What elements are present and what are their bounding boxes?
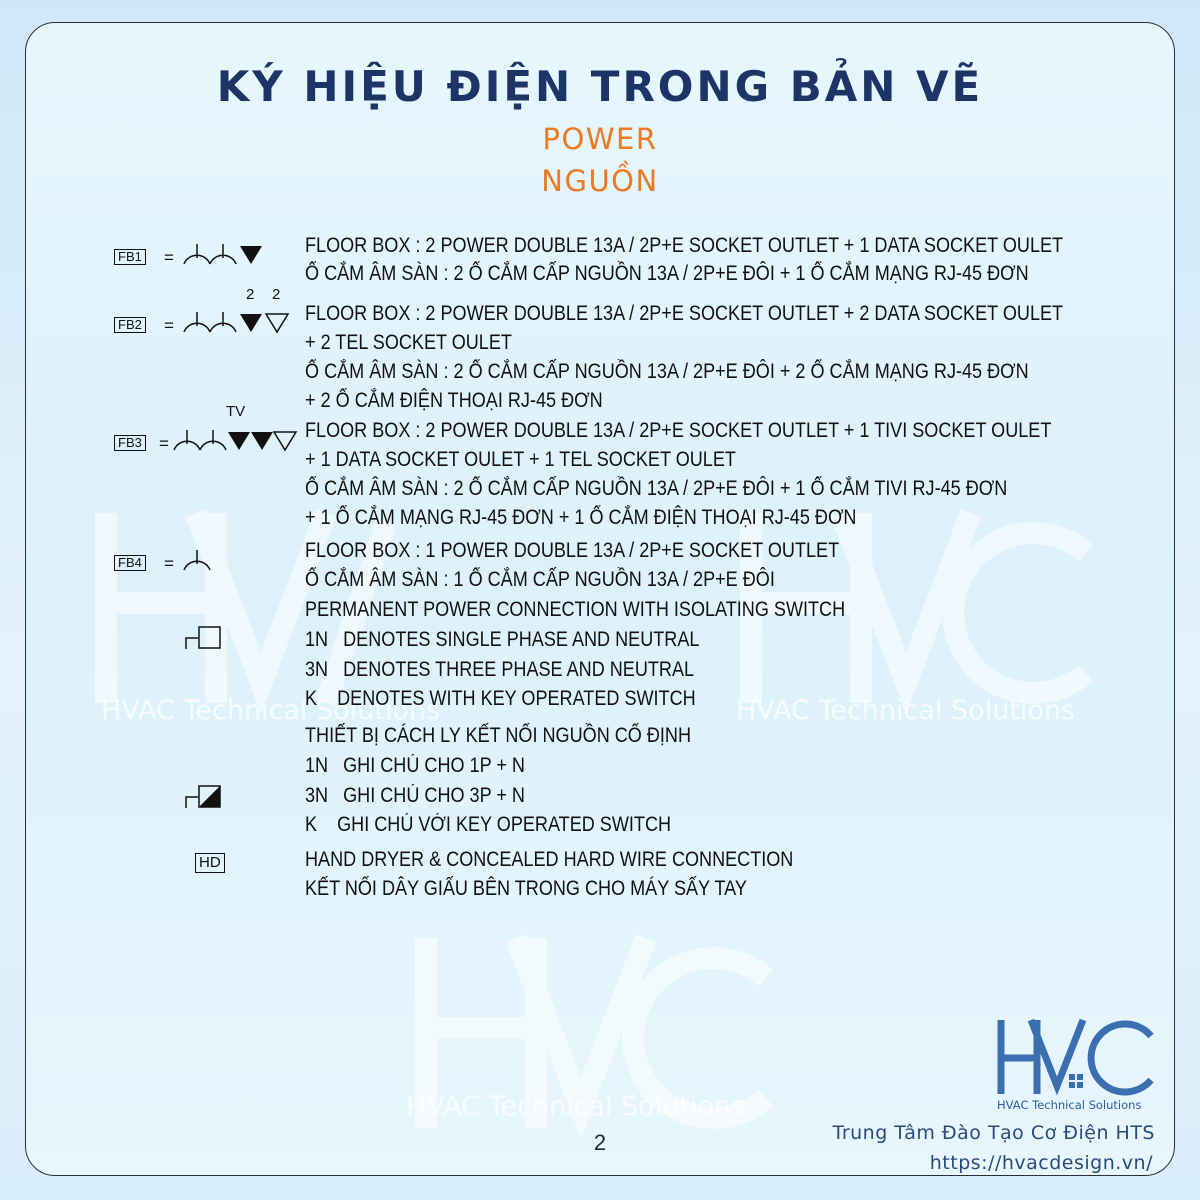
isolating-switch-vi-line-2: 1N GHI CHÚ CHO 1P + N: [305, 754, 525, 777]
fb1-line-1: FLOOR BOX : 2 POWER DOUBLE 13A / 2P+E SOCKET OUTLET + 1 DATA SOCKET OULET: [305, 234, 1064, 257]
isolating-switch-line-1: PERMANENT POWER CONNECTION WITH ISOLATING SWITCH: [305, 598, 846, 621]
brand-logo: [995, 1014, 1155, 1098]
fb2-line-3: Ổ CẮM ÂM SÀN : 2 Ổ CẮM CẤP NGUỒN 13A / 2P+E ĐÔI + 2 Ổ CẮM MẠNG RJ-45 ĐƠN: [305, 360, 1029, 383]
fb4-line-1: FLOOR BOX : 1 POWER DOUBLE 13A / 2P+E SOCKET OUTLET: [305, 539, 840, 562]
subtitle-vietnamese: NGUỒN: [541, 164, 659, 198]
isolating-switch-vi-line-1: THIẾT BỊ CÁCH LY KẾT NỐI NGUỒN CỐ ĐỊNH: [305, 724, 692, 747]
fb3-symbol-icon: [172, 420, 300, 456]
isolating-switch-vi-line-3: 3N GHI CHÚ CHO 3P + N: [305, 784, 525, 807]
fb2-line-2: + 2 TEL SOCKET OULET: [305, 331, 512, 354]
fb2-symbol-icon: [182, 302, 292, 338]
isolating-switch-filled-icon: [184, 784, 224, 810]
isolating-switch-line-2: 1N DENOTES SINGLE PHASE AND NEUTRAL: [305, 628, 700, 651]
fb1-line-2: Ổ CẮM ÂM SÀN : 2 Ổ CẮM CẤP NGUỒN 13A / 2P+E ĐÔI + 1 Ổ CẮM MẠNG RJ-45 ĐƠN: [305, 262, 1029, 285]
watermark-text-left: HVAC Technical Solutions: [101, 695, 441, 726]
watermark-text-bottom: HVAC Technical Solutions: [406, 1091, 746, 1122]
isolating-switch-line-3: 3N DENOTES THREE PHASE AND NEUTRAL: [305, 658, 695, 681]
fb2-tag: FB2: [114, 317, 146, 333]
brand-logo-text: HVAC: [1001, 1044, 1004, 1045]
fb4-symbol-icon: [182, 540, 216, 576]
fb4-line-2: Ổ CẮM ÂM SÀN : 1 Ổ CẮM CẤP NGUỒN 13A / 2P+E ĐÔI: [305, 568, 775, 591]
fb2-equals: =: [164, 316, 174, 335]
fb1-tag: FB1: [114, 249, 146, 265]
fb2-line-4: + 2 Ổ CẮM ĐIỆN THOẠI RJ-45 ĐƠN: [305, 389, 603, 412]
watermark-text-right: HVAC Technical Solutions: [736, 695, 1076, 726]
hand-dryer-line-1: HAND DRYER & CONCEALED HARD WIRE CONNECTION: [305, 848, 794, 871]
fb3-line-3: Ổ CẮM ÂM SÀN : 2 Ổ CẮM CẤP NGUỒN 13A / 2P+E ĐÔI + 1 Ổ CẮM TIVI RJ-45 ĐƠN: [305, 477, 1008, 500]
fb3-superscript-tv: TV: [226, 403, 246, 420]
brand-name: HVAC Technical Solutions: [997, 1098, 1142, 1112]
isolating-switch-line-4: K DENOTES WITH KEY OPERATED SWITCH: [305, 687, 696, 710]
fb3-equals: =: [159, 434, 169, 453]
fb3-line-2: + 1 DATA SOCKET OULET + 1 TEL SOCKET OULET: [305, 448, 736, 471]
fb2-line-1: FLOOR BOX : 2 POWER DOUBLE 13A / 2P+E SOCKET OUTLET + 2 DATA SOCKET OULET: [305, 302, 1064, 325]
subtitle-english: POWER: [542, 122, 658, 156]
fb4-equals: =: [164, 554, 174, 573]
isolating-switch-icon: [184, 625, 224, 651]
hand-dryer-tag: HD: [195, 853, 225, 873]
fb2-superscript-1: 2: [246, 286, 255, 303]
hand-dryer-line-2: KẾT NỐI DÂY GIẤU BÊN TRONG CHO MÁY SẤY TAY: [305, 877, 747, 900]
fb3-tag: FB3: [114, 435, 146, 451]
fb1-symbol-icon: [182, 234, 266, 270]
page-number: 2: [593, 1130, 607, 1155]
isolating-switch-vi-line-4: K GHI CHÚ VỚI KEY OPERATED SWITCH: [305, 813, 672, 836]
website-link[interactable]: https://hvacdesign.vn/: [929, 1152, 1153, 1174]
center-name: Trung Tâm Đào Tạo Cơ Điện HTS: [832, 1122, 1155, 1144]
page-title: KÝ HIỆU ĐIỆN TRONG BẢN VẼ: [216, 62, 984, 111]
fb3-line-1: FLOOR BOX : 2 POWER DOUBLE 13A / 2P+E SOCKET OUTLET + 1 TIVI SOCKET OULET: [305, 419, 1052, 442]
fb2-superscript-2: 2: [272, 286, 281, 303]
fb3-line-4: + 1 Ổ CẮM MẠNG RJ-45 ĐƠN + 1 Ổ CẮM ĐIỆN THOẠI RJ-45 ĐƠN: [305, 506, 857, 529]
fb4-tag: FB4: [114, 555, 146, 571]
fb1-equals: =: [164, 248, 174, 267]
